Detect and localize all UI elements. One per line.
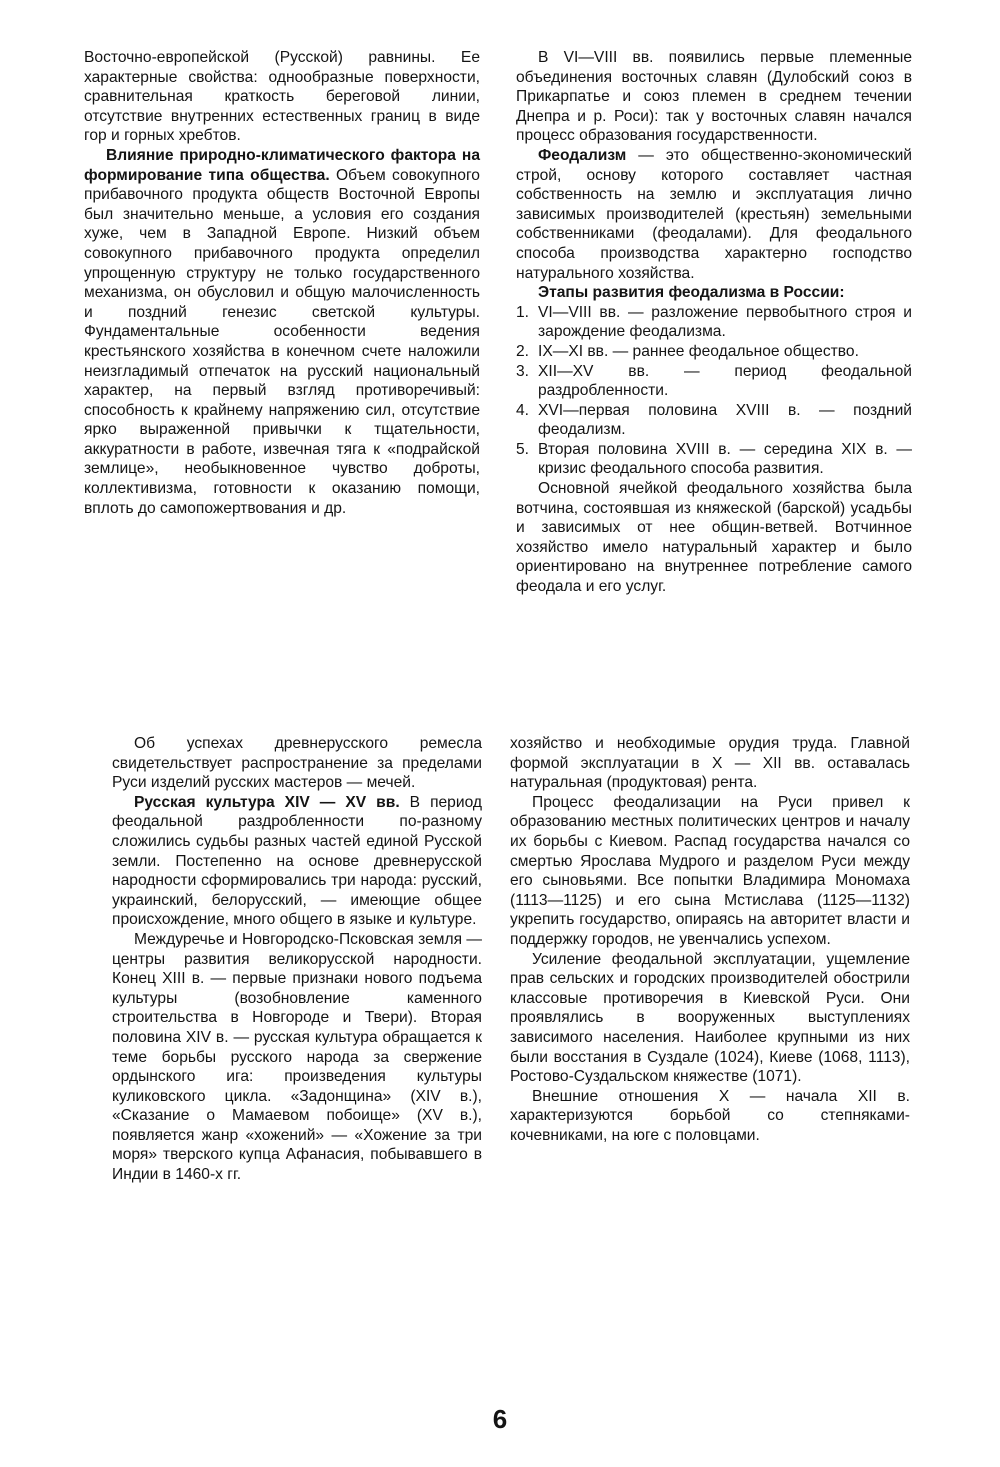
list-item [516, 362, 912, 401]
list-number: 2. [516, 342, 530, 360]
list-number: 1. [516, 303, 530, 321]
paragraph: Основной ячейкой феодального хозяйства была вотчина, состоявшая из княжеской (барской) усадьбы и зависимых от нее общин-ветвей. Вотчинное хозяйство имело натуральный характер и было ориентировано на внутреннее потребление самого феодала и его услуг. [516, 480, 912, 596]
list-item [516, 401, 912, 440]
column-top-right [516, 48, 912, 597]
list-text: IX—XI вв. — раннее феодальное общество. [538, 342, 859, 360]
column-bottom-right [510, 734, 910, 1145]
paragraph [516, 146, 912, 283]
page-number: 6 [492, 1404, 508, 1434]
list-item [516, 440, 912, 479]
paragraph: Междуречье и Новгородско-Псковская земля — центры развития великорусской народности. Конец XIII в. — первые признаки нового подъема культуры (возобновление каменного строительства в Новгороде и Твери). Вторая половина XIV в. — русская культура обращается к теме борьбы русского народа за свержение ордынского ига: произведения культуры куликовского цикла. «Задонщина» (XIV в.), «Сказание о Мамаевом побоище» (XV в.), появляется жанр «хожений» — «Хожение за три моря» тверского купца Афанасия, побывавшего в Индии в 1460-х гг. [112, 930, 482, 1184]
column-bottom-left [112, 734, 482, 1185]
list-number: 3. [516, 362, 530, 380]
paragraph-text: — это общественно-экономический строй, основу которого составляет частная собственность на землю и эксплуатация лично зависимых производителей (крестьян) земельными собственниками (феодалами). Для феодального способа производства характерно господство натурального хозяйства. [516, 146, 912, 282]
paragraph [84, 146, 480, 518]
list-number: 5. [516, 440, 530, 458]
paragraph: Об успехах древнерусского ремесла свидетельствует распространение за пределами Руси изделий русских мастеров — мечей. [112, 735, 482, 792]
paragraph-text: В период феодальной раздробленности по-разному сложились судьбы разных частей единой Русской земли. Постепенно на основе древнерусской народности сформировались три народа: русский, украинский, белорусский, — имеющие общее происхождение, много общего в языке и культуре. [112, 793, 482, 929]
paragraph: Процесс феодализации на Руси привел к образованию местных политических центров и началу их борьбы с Киевом. Распад государства начался со смертью Ярослава Мудрого и разделом Руси между его сыновьями. Все попытки Владимира Мономаха (1113—1125) и его сына Мстислава (1125—1132) укрепить государство, опираясь на авторитет власти и поддержку городов, не увенчались успехом. [510, 793, 910, 948]
paragraph [112, 793, 482, 930]
paragraph: Восточно-европейской (Русской) равнины. Ее характерные свойства: однообразные поверхности, сравнительная краткость береговой линии, отсутствие внутренних естественных границ в виде гор и горных хребтов. [84, 49, 480, 145]
paragraph: хозяйство и необходимые орудия труда. Главной формой эксплуатации в X — XII вв. оставалась натуральная (продуктовая) рента. [510, 735, 910, 792]
list-number: 4. [516, 401, 530, 419]
list-item [516, 342, 912, 362]
column-top-left [84, 48, 480, 518]
paragraph: Внешние отношения X — начала XII в. характеризуются борьбой со степняками-кочевниками, на юге с половцами. [510, 1087, 910, 1144]
list-text: Вторая половина XVIII в. — середина XIX в. — кризис феодального способа развития. [538, 440, 912, 478]
paragraph-text: Объем совокупного прибавочного продукта обществ Восточной Европы был значительно меньше, а условия его создания хуже, чем в Западной Европе. Низкий объем совокупного прибавочного продукта определил упрощенную структуру не только государственного механизма, он обусловил и общую малочисленность и поздний генезис светской культуры. Фундаментальные особенности ведения крестьянского хозяйства в конечном счете наложили неизгладимый отпечаток на русский национальный характер, на первый взгляд противоречивый: способность к крайнему напряжению сил, отсутствие ярко выраженной привычки к тщательности, аккуратности в работе, извечная тяга к «подрайской землице», необыкновенное чувство доброты, коллективизма, готовности к оказанию помощи, вплоть до самопожертвования и др. [84, 166, 480, 517]
section-heading: Влияние природно-климатического фактора на формирование типа общества. [84, 146, 480, 184]
term-heading: Феодализм [538, 146, 627, 164]
section-heading: Русская культура XIV — XV вв. [134, 793, 400, 811]
list-text: VI—VIII вв. — разложение первобытного строя и зарождение феодализма. [538, 303, 912, 341]
paragraph: В VI—VIII вв. появились первые племенные объединения восточных славян (Дулобский союз в Прикарпатье и союз племен в среднем течении Днепра и р. Роси): так у восточных славян начался процесс образования государственности. [516, 49, 912, 145]
stages-list [516, 303, 912, 479]
list-text: XII—XV вв. — период феодальной раздробленности. [538, 362, 912, 400]
stages-heading: Этапы развития феодализма в России: [538, 284, 845, 302]
list-item [516, 303, 912, 342]
list-text: XVI—первая половина XVIII в. — поздний феодализм. [538, 401, 912, 439]
paragraph: Усиление феодальной эксплуатации, ущемление прав сельских и городских производителей обострили классовые противоречия в Киевской Руси. Они проявлялись в вооруженных выступлениях зависимого населения. Наиболее крупными из них были восстания в Суздале (1024), Киеве (1068, 1113), Ростово-Суздальском княжестве (1071). [510, 950, 910, 1086]
